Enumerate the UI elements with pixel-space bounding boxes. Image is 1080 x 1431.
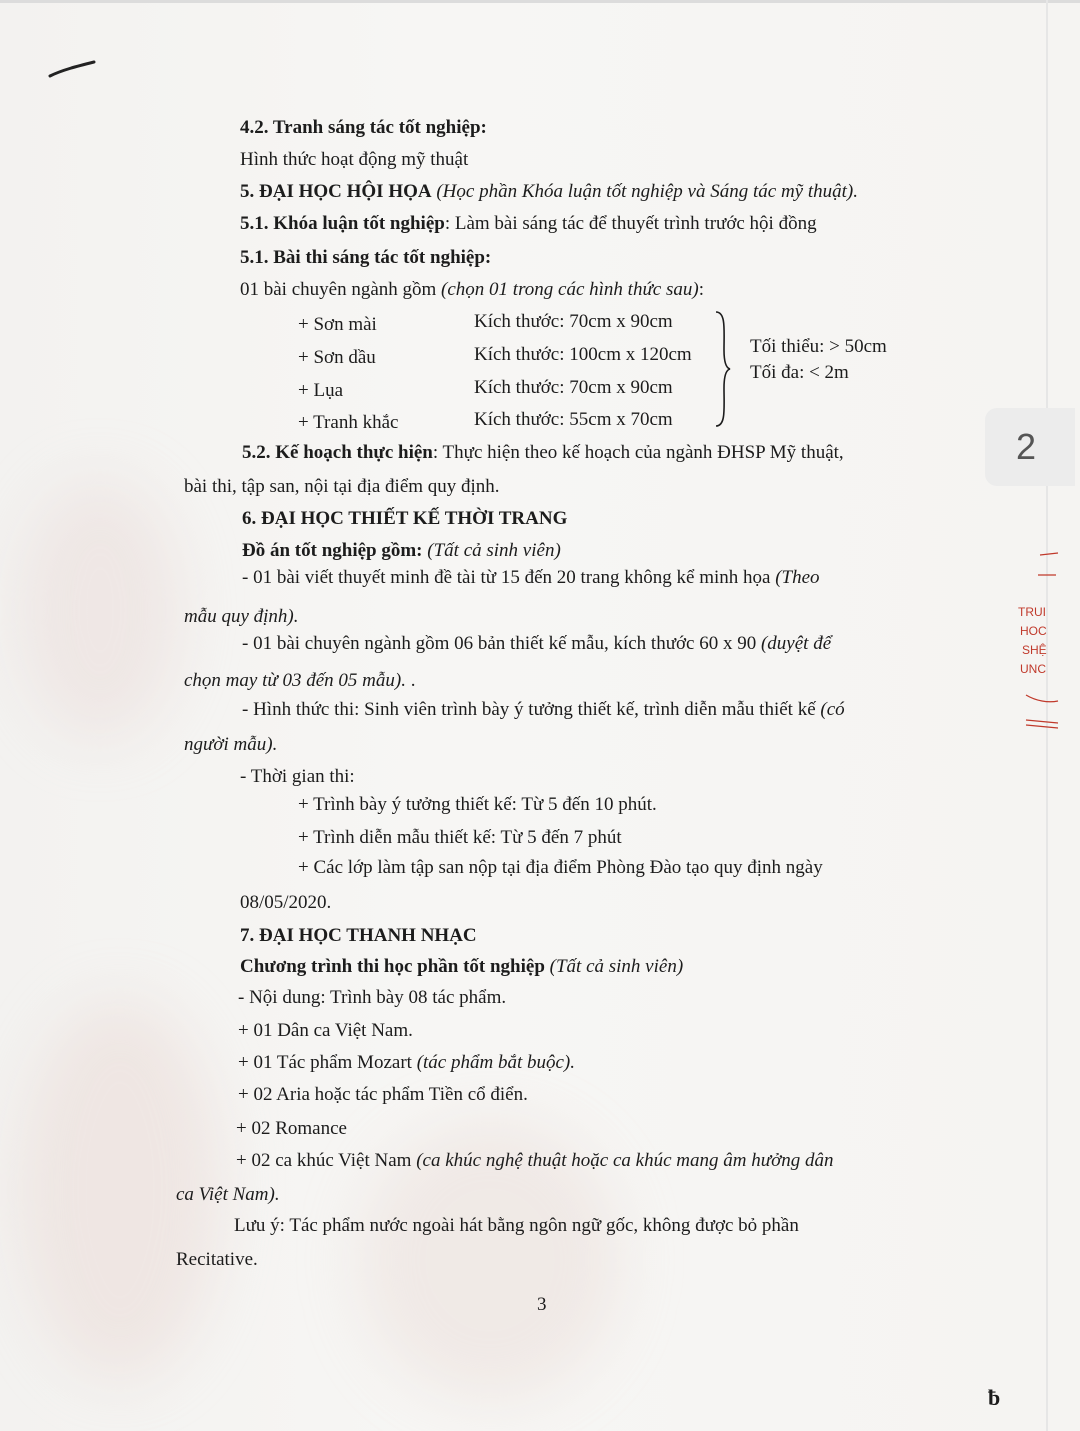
text-line: mẫu quy định).	[184, 606, 299, 627]
heading-4-2: 4.2. Tranh sáng tác tốt nghiệp:	[240, 117, 487, 138]
list-item-material: + Tranh khắc	[298, 412, 399, 433]
text-span: .	[405, 670, 416, 691]
text-line: 08/05/2020.	[240, 892, 332, 913]
text-line: bài thi, tập san, nội tại địa điểm quy định.	[184, 476, 500, 497]
text-span: - 01 bài viết thuyết minh đề tài từ 15 đến 20 trang không kể minh họa	[242, 567, 771, 588]
stamp-text: UNC	[1020, 662, 1046, 676]
text-line: Recitative.	[176, 1249, 258, 1270]
size-max: Tối đa: < 2m	[750, 362, 849, 383]
page-number: 3	[537, 1294, 547, 1315]
text-line: + Các lớp làm tập san nộp tại địa điểm Phòng Đào tạo quy định ngày	[298, 857, 823, 878]
heading-5-2-text: : Thực hiện theo kế hoạch của ngành ĐHSP Mỹ thuật,	[432, 442, 844, 463]
paper-stain	[20, 480, 180, 740]
text-line	[236, 1149, 833, 1173]
text-line: Hình thức hoạt động mỹ thuật	[240, 149, 469, 170]
text-line	[184, 669, 415, 693]
heading-5-1a-title: 5.1. Khóa luận tốt nghiệp	[240, 213, 445, 234]
page-indicator-number: 2	[1016, 426, 1037, 467]
text-line	[238, 1051, 575, 1075]
list-item-size: Kích thước: 55cm x 70cm	[474, 409, 673, 430]
scan-top-edge	[0, 0, 1080, 3]
list-item-material: + Sơn mài	[298, 314, 377, 335]
heading-7: 7. ĐẠI HỌC THANH NHẠC	[240, 925, 477, 946]
heading-6-sub-note: (Tất cả sinh viên)	[427, 540, 561, 561]
list-item-size: Kích thước: 100cm x 120cm	[474, 344, 692, 365]
text-line: Lưu ý: Tác phẩm nước ngoài hát bằng ngôn ngữ gốc, không được bỏ phần	[234, 1215, 799, 1236]
heading-7-sub-note: (Tất cả sinh viên)	[549, 956, 684, 977]
heading-6: 6. ĐẠI HỌC THIẾT KẾ THỜI TRANG	[242, 508, 568, 529]
text-span: + 02 ca khúc Việt Nam	[236, 1150, 412, 1171]
heading-5-1a	[240, 212, 817, 236]
heading-5-2-title: 5.2. Kế hoạch thực hiện	[242, 442, 433, 463]
text-line: + Trình diễn mẫu thiết kế: Từ 5 đến 7 phút	[298, 827, 622, 848]
text-italic: (Theo	[775, 567, 820, 588]
text-line: - Nội dung: Trình bày 08 tác phẩm.	[238, 987, 507, 1008]
heading-6-sub-title: Đồ án tốt nghiệp gồm:	[242, 540, 423, 561]
text-italic: (có	[820, 699, 845, 720]
heading-5-2	[242, 441, 844, 465]
text-span: 01 bài chuyên ngành gồm	[240, 279, 437, 300]
text-span: - 01 bài chuyên ngành gồm 06 bản thiết kế mẫu, kích thước 60 x 90	[242, 633, 757, 654]
stamp-lines-icon	[1020, 545, 1060, 735]
text-line: người mẫu).	[184, 734, 278, 755]
heading-5	[240, 180, 858, 204]
list-item-material: + Sơn dầu	[298, 347, 376, 368]
text-span: + 01 Tác phẩm Mozart	[238, 1052, 412, 1073]
handwritten-mark: ƀ	[988, 1385, 1001, 1410]
stamp-text: SHỆ	[1022, 643, 1047, 657]
stamp-text: HOC	[1020, 624, 1047, 638]
list-item-size: Kích thước: 70cm x 90cm	[474, 377, 673, 398]
text-italic: chọn may từ 03 đến 05 mẫu).	[184, 670, 406, 691]
heading-5-1a-text: : Làm bài sáng tác để thuyết trình trước hội đồng	[444, 213, 817, 234]
list-item-material: + Lụa	[298, 380, 344, 401]
text-italic: (ca khúc nghệ thuật hoặc ca khúc mang âm hưởng dân	[416, 1150, 834, 1171]
text-span: :	[698, 279, 704, 300]
text-line: ca Việt Nam).	[176, 1184, 280, 1205]
size-min: Tối thiểu: > 50cm	[750, 336, 887, 357]
heading-7-sub-title: Chương trình thi học phần tốt nghiệp	[240, 956, 545, 977]
right-brace-icon	[712, 310, 732, 428]
text-italic: (duyệt để	[760, 633, 832, 654]
text-line: + Trình bày ý tưởng thiết kế: Từ 5 đến 10 phút.	[298, 794, 657, 815]
text-line	[242, 632, 831, 656]
text-line: + 02 Romance	[236, 1118, 347, 1139]
text-line: + 02 Aria hoặc tác phẩm Tiền cổ điển.	[238, 1084, 528, 1105]
list-item-size: Kích thước: 70cm x 90cm	[474, 311, 673, 332]
pen-mark-icon	[48, 60, 96, 80]
heading-5-note: (Học phần Khóa luận tốt nghiệp và Sáng tác mỹ thuật).	[436, 181, 858, 202]
text-line: + 01 Dân ca Việt Nam.	[238, 1020, 413, 1041]
stamp-text: TRUI	[1018, 605, 1046, 619]
heading-7-sub	[240, 955, 683, 979]
heading-6-sub	[242, 539, 561, 563]
text-line	[242, 566, 820, 590]
heading-5-title: 5. ĐẠI HỌC HỘI HỌA	[240, 181, 432, 202]
stamp-fragment	[1012, 540, 1080, 740]
text-line	[242, 698, 845, 722]
text-span: - Hình thức thi: Sinh viên trình bày ý tưởng thiết kế, trình diễn mẫu thiết kế	[242, 699, 816, 720]
heading-5-1b: 5.1. Bài thi sáng tác tốt nghiệp:	[240, 247, 492, 268]
text-italic: (chọn 01 trong các hình thức sau)	[441, 279, 699, 300]
text-italic: (tác phẩm bắt buộc).	[416, 1052, 575, 1073]
text-line: - Thời gian thi:	[240, 766, 355, 787]
text-line	[240, 278, 704, 302]
